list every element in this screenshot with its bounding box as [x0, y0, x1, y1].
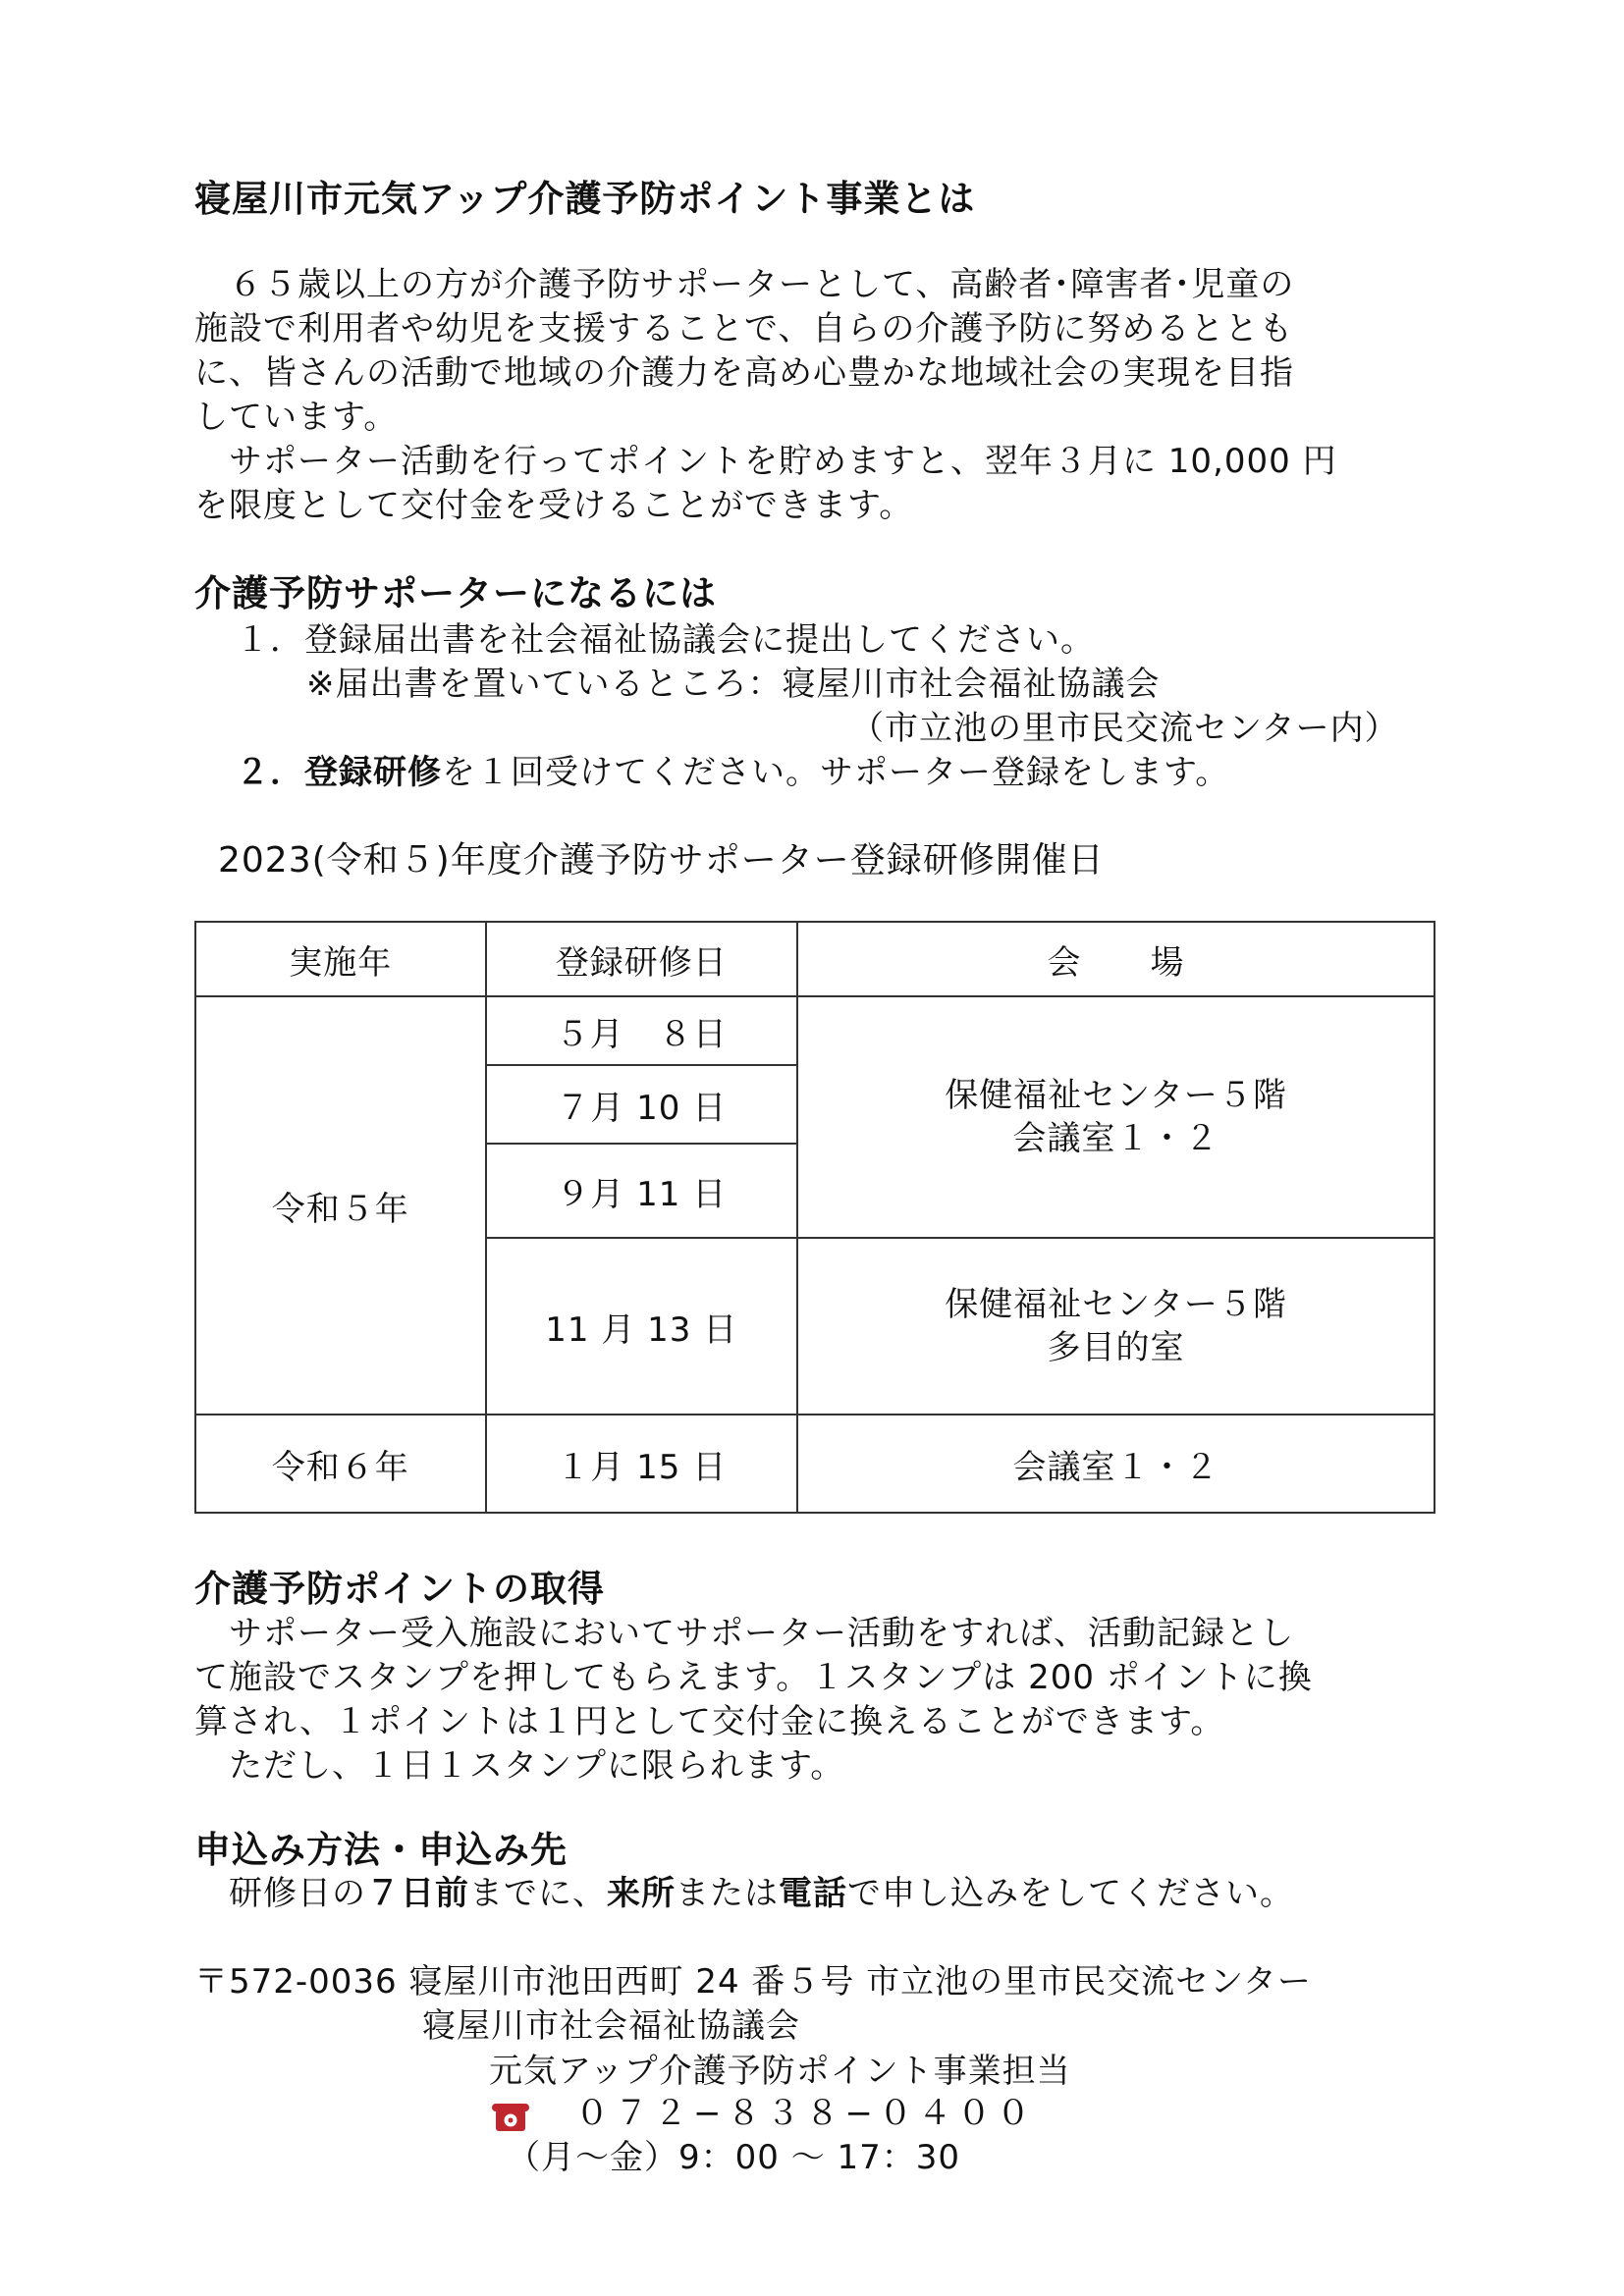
intro-line: ６５歳以上の方が介護予防サポーターとして、高齢者･障害者･児童の: [194, 265, 1295, 304]
phone-number: ０７２−８３８−０４００: [575, 2094, 1036, 2133]
header-year: 実施年: [195, 922, 486, 996]
venue-line: 保健福祉センター５階: [945, 1285, 1287, 1324]
points-heading: 介護予防ポイントの取得: [194, 1568, 605, 1610]
venue-line: 多目的室: [1047, 1328, 1185, 1367]
contact-hours: （月～金）9：00 ～ 17：30: [507, 2138, 961, 2177]
become-step2: [236, 745, 1229, 793]
table-row: [195, 996, 1435, 1065]
apply-emphasis: 来所: [607, 1874, 676, 1913]
contact-address: 〒572-0036 寝屋川市池田西町 24 番５号 市立池の里市民交流センター: [194, 1962, 1312, 2002]
intro-line: を限度として交付金を受けることができます。: [194, 486, 914, 525]
points-line: ただし、１日１スタンプに限られます。: [194, 1746, 845, 1786]
table-header-row: [195, 922, 1435, 996]
become-heading: 介護予防サポーターになるには: [194, 572, 717, 614]
date-cell: １月 15 日: [486, 1415, 798, 1513]
apply-emphasis: 電話: [779, 1874, 847, 1913]
schedule-table: [194, 921, 1435, 1514]
header-venue: 会 場: [797, 922, 1435, 996]
contact-org: 寝屋川市社会福祉協議会: [422, 2006, 800, 2046]
schedule-heading: 2023(令和５)年度介護予防サポーター登録研修開催日: [218, 840, 1105, 881]
date-cell: ９月 11 日: [486, 1144, 798, 1238]
points-line: 算され、１ポイントは１円として交付金に換えることができます。: [194, 1702, 1225, 1741]
step2-number: ２．: [236, 753, 304, 792]
date-cell: ５月 ８日: [486, 996, 798, 1065]
contact-phone: [491, 2086, 1036, 2134]
date-cell: 11 月 13 日: [486, 1238, 798, 1415]
telephone-icon: [491, 2098, 530, 2133]
page-title: 寝屋川市元気アップ介護予防ポイント事業とは: [194, 178, 976, 220]
apply-emphasis: ７日前: [366, 1874, 469, 1913]
apply-text-part: までに、: [469, 1874, 607, 1913]
intro-line: サポーター活動を行ってポイントを貯めますと、翌年３月に 10,000 円: [194, 442, 1337, 481]
step2-emphasis: 登録研修: [304, 753, 442, 792]
become-note: ※届出書を置いているところ：寝屋川市社会福祉協議会: [306, 665, 1161, 704]
apply-text-part: または: [676, 1874, 779, 1913]
step2-text: を１回受けてください。サポーター登録をします。: [442, 753, 1230, 792]
intro-line: しています。: [194, 398, 399, 437]
intro-line: 施設で利用者や幼児を支援することで、自らの介護予防に努めるととも: [194, 309, 1294, 348]
apply-text: [194, 1866, 1294, 1914]
points-line: サポーター受入施設においてサポーター活動をすれば、活動記録とし: [194, 1614, 1294, 1653]
become-note-location: （市立池の里市民交流センター内）: [850, 709, 1399, 748]
year-cell: 令和６年: [195, 1415, 486, 1513]
date-cell: ７月 10 日: [486, 1065, 798, 1144]
contact-dept: 元気アップ介護予防ポイント事業担当: [489, 2052, 1071, 2091]
points-line: て施設でスタンプを押してもらえます。１スタンプは 200 ポイントに換: [194, 1658, 1313, 1697]
venue-line: 会議室１・２: [1012, 1119, 1219, 1158]
intro-line: に、皆さんの活動で地域の介護力を高め心豊かな地域社会の実現を目指: [194, 353, 1294, 393]
venue-cell: [797, 996, 1435, 1238]
apply-text-part: で申し込みをしてください。: [847, 1874, 1294, 1913]
apply-heading: 申込み方法・申込み先: [194, 1829, 568, 1871]
header-date: 登録研修日: [486, 922, 798, 996]
table-row: [195, 1415, 1435, 1513]
venue-cell: 会議室１・２: [797, 1415, 1435, 1513]
year-cell: 令和５年: [195, 996, 486, 1415]
venue-cell: [797, 1238, 1435, 1415]
apply-text-part: 研修日の: [194, 1874, 366, 1913]
become-step1: １．登録届出書を社会福祉協議会に提出してください。: [236, 620, 1095, 660]
venue-line: 保健福祉センター５階: [945, 1076, 1287, 1115]
